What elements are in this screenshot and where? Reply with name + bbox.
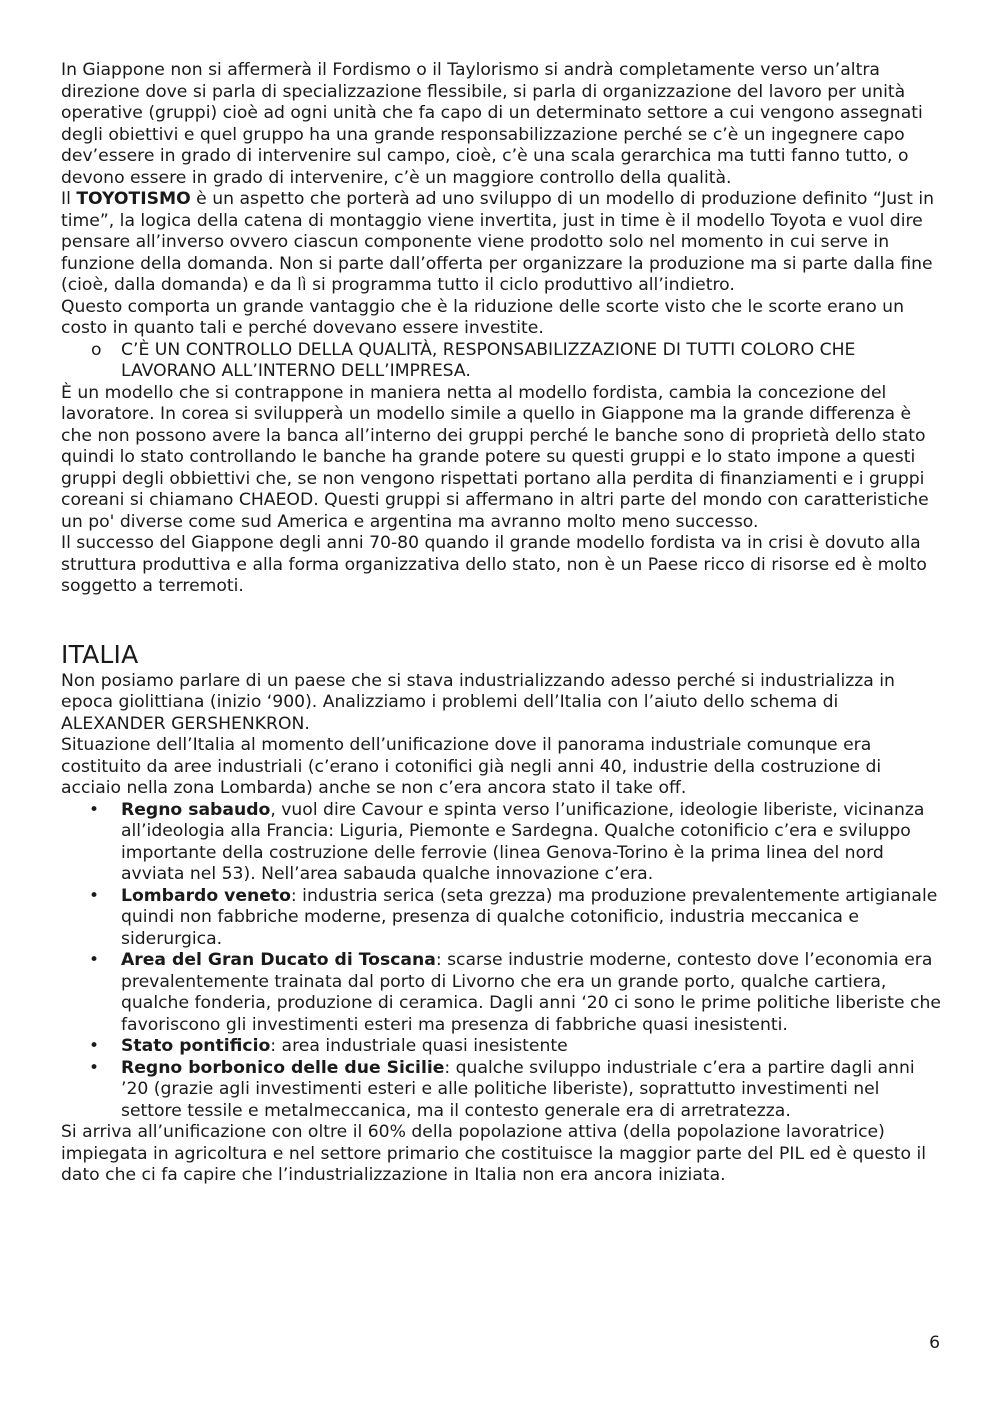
- section-heading-italia: ITALIA: [61, 639, 139, 669]
- list-item: [61, 800, 941, 886]
- region-name: Regno borbonico delle due Sicilie: [121, 1057, 445, 1078]
- region-name: Area del Gran Ducato di Toscana: [121, 950, 436, 970]
- toyotismo-lead: Il: [61, 189, 77, 209]
- list-item: [61, 340, 941, 383]
- bullet-marker: •: [89, 950, 100, 970]
- list-item: [61, 886, 941, 951]
- region-description: , vuol dire Cavour e spinta verso l’unificazione, ideologie liberiste, vicinanza all’ideologia alla Francia: Liguria, Piemonte e Sardegna. Qualche cotonificio c’era e sviluppo importante della costruzione delle ferrovie (linea Genova-Torino è la prima linea del nord avviata nel 53). Nell’area sabauda qualche innovazione c’era.: [121, 799, 925, 884]
- regions-bullet-list: [61, 800, 941, 1123]
- list-item: [61, 950, 941, 1036]
- region-name: Stato pontificio: [121, 1036, 271, 1056]
- list-item: [61, 1058, 941, 1123]
- region-name: Regno sabaudo: [121, 799, 271, 820]
- paragraph-toyotismo: [61, 189, 941, 297]
- toyotismo-text: è un aspetto che porterà ad uno sviluppo di un modello di produzione definito “Just in time”, la logica della catena di montaggio viene invertita, just in time è il modello Toyota e vuol dire pensare all’inverso ovvero ciascun componente viene prodotto solo nel momento in cui serve in funzione della domanda. Non si parte dall’offerta per organizzare la produzione ma si parte dalla fine (cioè, dalla domanda) e da lì si programma tutto il ciclo produttivo all’indietro.: [61, 189, 935, 295]
- region-description: : area industriale quasi inesistente: [270, 1036, 568, 1056]
- document-page: [61, 60, 941, 1187]
- paragraph-italia-intro: Non posiamo parlare di un paese che si stava industrializzando adesso perché si industrializza in epoca giolittiana (inizio ‘900). Analizziamo i problemi dell’Italia con l’aiuto dello schema di ALEXANDER GERSHENKRON.: [61, 670, 895, 734]
- region-name: Lombardo veneto: [121, 885, 291, 906]
- list-item: [61, 1036, 941, 1058]
- bullet-marker: •: [89, 1057, 100, 1078]
- paragraph-giappone: In Giappone non si affermerà il Fordismo o il Taylorismo si andrà completamente verso un’altra direzione dove si parla di specializzazione flessibile, si parla di organizzazione del lavoro per unità operative (gruppi) cioè ad ogni unità che fa capo di un determinato settore a cui vengono assegnati degli obiettivi e quel gruppo ha una grande responsabilizzazione perché se c’è un ingegnere capo dev’essere in grado di intervenire sul campo, cioè, c’è una scala gerarchica ma tutti fanno tutto, o devono essere in grado di intervenire, c’è un maggiore controllo della qualità.: [61, 60, 923, 188]
- bullet-marker: •: [89, 885, 100, 906]
- paragraph-italia-situazione: Situazione dell’Italia al momento dell’unificazione dove il panorama industriale comunque era costituito da aree industriali (c’erano i cotonifici già negli anni 40, industrie della costruzione di acciaio nella zona Lombarda) anche se non c’era ancora stato il take off.: [61, 735, 882, 798]
- paragraph-unificazione: Si arriva all’unificazione con oltre il 60% della popolazione attiva (della popolazione lavoratrice) impiegata in agricoltura e nel settore primario che costituisce la maggior parte del PIL ed è questo il dato che ci fa capire che l’industrializzazione in Italia non era ancora iniziata.: [61, 1122, 927, 1185]
- quality-bullet-list: [61, 340, 941, 383]
- bullet-o-marker: o: [91, 339, 102, 360]
- region-description: : industria serica (seta grezza) ma produzione prevalentemente artigianale quindi non fabbriche moderne, presenza di qualche cotonificio, industria meccanica e siderurgica.: [121, 885, 938, 949]
- region-description: : qualche sviluppo industriale c’era a partire dagli anni ’20 (grazie agli investimenti esteri e alle politiche liberiste), soprattutto investimenti nel settore tessile e metalmeccanica, ma il contesto generale era di arretratezza.: [121, 1057, 915, 1121]
- page-number: 6: [929, 1333, 940, 1353]
- region-description: : scarse industrie moderne, contesto dove l’economia era prevalentemente trainata dal porto di Livorno che era un grande porto, qualche cartiera, qualche fonderia, produzione di ceramica. Dagli anni ‘20 ci sono le prime politiche liberiste che favoriscono gli investimenti esteri ma presenza di fabbriche quasi inesistenti.: [121, 950, 941, 1035]
- paragraph-successo-giappone: Il successo del Giappone degli anni 70-80 quando il grande modello fordista va in crisi è dovuto alla struttura produttiva e alla forma organizzativa dello stato, non è un Paese ricco di risorse ed è molto soggetto a terremoti.: [61, 533, 927, 596]
- bullet-marker: •: [89, 1036, 100, 1056]
- list-item-text: C’È UN CONTROLLO DELLA QUALITÀ, RESPONSABILIZZAZIONE DI TUTTI COLORO CHE LAVORANO ALL’INTERNO DELL’IMPRESA.: [121, 339, 856, 381]
- bullet-marker: •: [89, 799, 100, 820]
- paragraph-scorte: Questo comporta un grande vantaggio che è la riduzione delle scorte visto che le scorte erano un costo in quanto tali e perché dovevano essere investite.: [61, 296, 904, 338]
- toyotismo-term: TOYOTISMO: [76, 189, 191, 209]
- paragraph-corea: È un modello che si contrappone in maniera netta al modello fordista, cambia la concezione del lavoratore. In corea si svilupperà un modello simile a quello in Giappone ma la grande differenza è che non possono avere la banca all’interno dei gruppi perché le banche sono di proprietà dello stato quindi lo stato controllando le banche ha grande potere su questi gruppi e lo stato impone a questi gruppi degli obbiettivi che, se non vengono rispettati portano alla perdita di finanziamenti e i gruppi coreani si chiamano CHAEOD. Questi gruppi si affermano in altri parte del mondo con caratteristiche un po' diverse come sud America e argentina ma avranno molto meno successo.: [61, 382, 929, 532]
